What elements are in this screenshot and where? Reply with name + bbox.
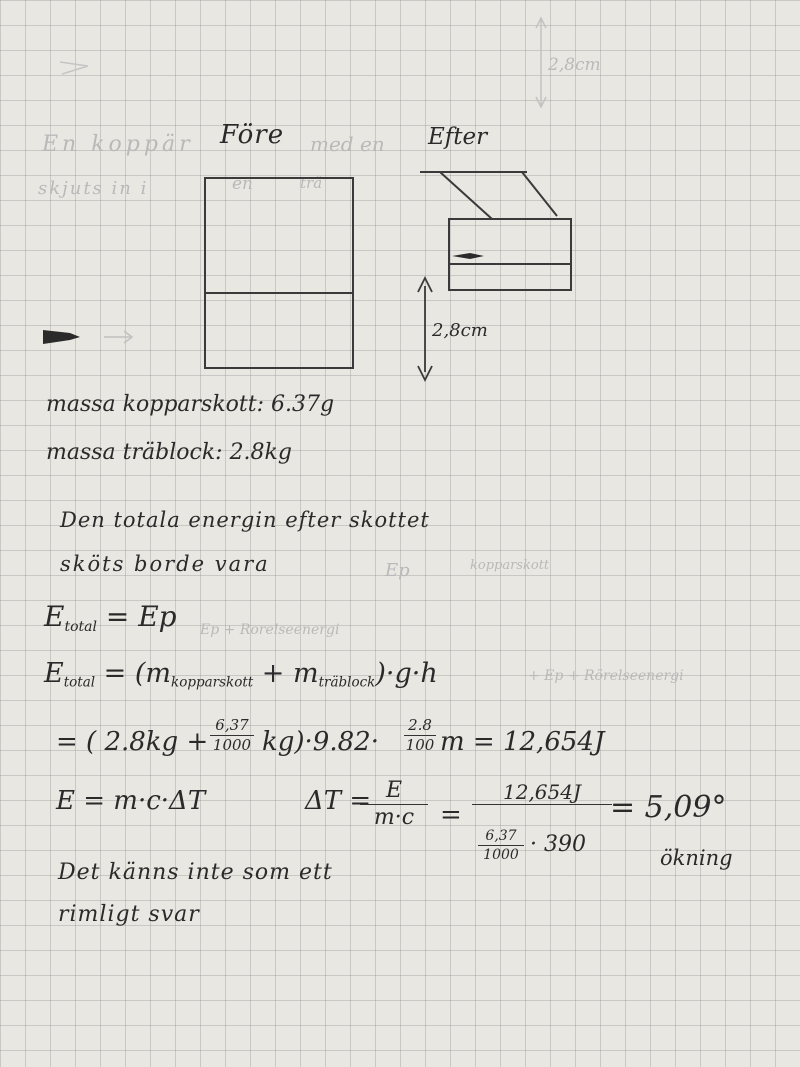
eq1-rhs: = Ep — [105, 600, 177, 633]
before-label: Före — [220, 120, 285, 150]
eq4-times: · 390 — [530, 832, 586, 857]
after-label: Efter — [428, 124, 488, 150]
faint-intro-line2-b: en — [232, 174, 254, 194]
faint-motion-arrow — [104, 331, 132, 343]
faint-intro-line2-c: trä — [300, 174, 323, 192]
eq2-e: E — [44, 658, 64, 689]
eq2-sub3: träblock — [318, 674, 376, 691]
eq3-end: m = 12,654J — [440, 727, 605, 757]
text-line2: sköts borde vara — [60, 552, 270, 576]
eq2-sub2: kopparskott — [171, 674, 254, 691]
text-line1: Den totala energin efter skottet — [60, 508, 430, 532]
after-block — [420, 172, 571, 290]
eq3-frac2-num: 2.8 — [408, 716, 432, 734]
faint-top-measure: 2,8cm — [548, 55, 601, 75]
eq2-sub: total — [63, 674, 96, 691]
eq4-fraction — [360, 780, 428, 829]
eq4-frac-num: E — [385, 778, 403, 803]
eq3-frac-den: 1000 — [212, 736, 252, 754]
conclusion-line1: Det känns inte som ett — [58, 860, 333, 885]
eq4-fraction3 — [478, 829, 524, 862]
eq3-fraction2 — [404, 718, 436, 753]
eq2-tail: )·g·h — [375, 658, 438, 689]
conclusion-line2: rimligt svar — [58, 902, 200, 927]
faint-koppar-note: kopparskott — [470, 558, 550, 573]
eq1-e: E — [44, 600, 65, 633]
eq4-left: E = m·c·ΔT — [56, 786, 206, 816]
faint-height-arrow — [536, 18, 546, 107]
faint-intro-line1: En koppär — [42, 132, 194, 157]
eq3-frac-num: 6,37 — [215, 716, 249, 734]
eq4-eq: = — [440, 800, 462, 830]
eq2-plus: + m — [261, 658, 319, 689]
before-block — [205, 178, 353, 368]
eq1-sub: total — [64, 618, 97, 635]
faint-etotal-tail: + Ep + Rörelseenergi — [528, 668, 684, 684]
eq4-result: = 5,09° — [610, 790, 727, 825]
eq4-frac3-den: 1000 — [483, 847, 519, 863]
eq4-frac2-num: 12,654J — [503, 780, 581, 804]
eq2-mid: = (m — [103, 658, 172, 689]
embedded-bullet-icon — [452, 253, 484, 259]
height-label: 2,8cm — [432, 320, 488, 341]
faint-intro-line2-a: skjuts in i — [38, 178, 149, 199]
eq4-fraction2 — [472, 782, 612, 807]
faint-intro-line1-tail: med en — [310, 132, 385, 156]
mass-copper: massa kopparskott: 6.37g — [46, 392, 335, 417]
bullet-icon — [43, 330, 80, 344]
eq3-fraction — [210, 718, 254, 753]
eq4-frac-den: m·c — [373, 805, 415, 830]
eq3-mid: kg)·9.82· — [262, 727, 379, 757]
eq2 — [44, 658, 438, 691]
eq4-frac3-num: 6,37 — [485, 828, 517, 844]
faint-top-mark — [60, 62, 88, 74]
faint-ep-tail: Ep + Rorelseenergi — [200, 622, 340, 638]
faint-ep-note: Ep — [385, 560, 410, 581]
eq1 — [44, 600, 177, 635]
mass-wood: massa träblock: 2.8kg — [46, 440, 292, 465]
eq3-frac2-den: 100 — [405, 736, 435, 754]
height-arrow — [418, 278, 432, 380]
eq4-dt: ΔT = — [305, 786, 372, 816]
eq3-start: = ( 2.8kg + — [56, 727, 209, 757]
okning-label: ökning — [660, 846, 733, 870]
